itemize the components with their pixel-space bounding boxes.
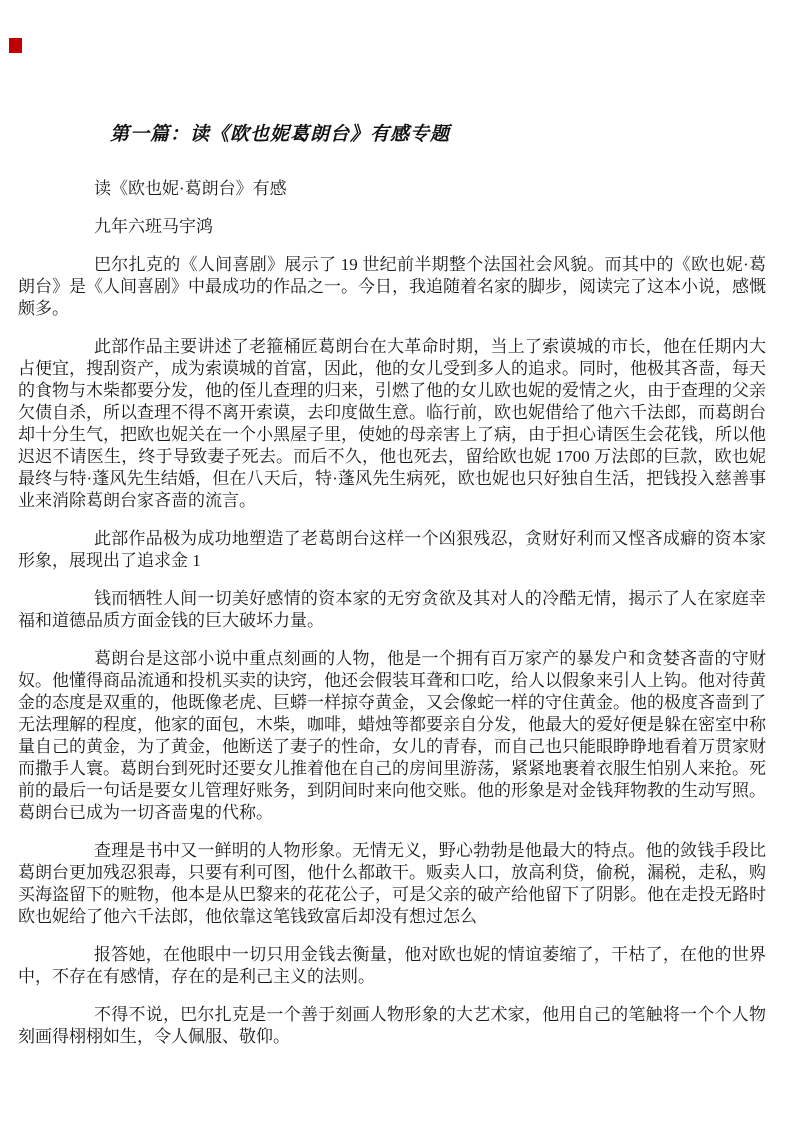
paragraph: 巴尔扎克的《人间喜剧》展示了 19 世纪前半期整个法国社会风貌。而其中的《欧也妮·葛朗台》是《人间喜剧》中最成功的作品之一。今日，我追随着名家的脚步，阅读完了这本小说，感慨颇多。 [18,255,766,318]
paragraph: 此部作品极为成功地塑造了老葛朗台这样一个凶狠残忍，贪财好利而又悭吝成癖的资本家形象，展现出了追求金 1 [18,529,766,570]
paragraph: 读《欧也妮·葛朗台》有感 [94,179,287,198]
paragraph: 查理是书中又一鲜明的人物形象。无情无义，野心勃勃是他最大的特点。他的敛钱手段比葛朗台更加残忍狠毒，只要有利可图，他什么都敢干。贩卖人口，放高利贷，偷税，漏税，走私，购买海盗留下的赃物，他本是从巴黎来的花花公子，可是父亲的破产给他留下了阴影。他在走投无路时欧也妮给了他六千法郎，他依靠这笔钱致富后却没有想过怎么 [18,841,766,926]
document-body [18,178,766,1048]
paragraph: 钱而牺牲人间一切美好感情的资本家的无穷贪欲及其对人的冷酷无情，揭示了人在家庭幸福和道德品质方面金钱的巨大破坏力量。 [18,589,766,630]
paragraph: 不得不说，巴尔扎克是一个善于刻画人物形象的大艺术家，他用自己的笔触将一个个人物刻画得栩栩如生，令人佩服、敬仰。 [18,1005,766,1046]
paragraph: 九年六班马宇鸿 [94,217,213,236]
paragraph: 葛朗台是这部小说中重点刻画的人物，他是一个拥有百万家产的暴发户和贪婪吝啬的守财奴。他懂得商品流通和投机买卖的诀窍，他还会假装耳聋和口吃，给人以假象来引人上钩。他对待黄金的态度是双重的，他既像老虎、巨蟒一样掠夺黄金，又会像蛇一样的守住黄金。他的极度吝啬到了无法理解的程度，他家的面包，木柴，咖啡，蜡烛等都要亲自分发，他最大的爱好便是躲在密室中称量自己的黄金，为了黄金，他断送了妻子的性命，女儿的青春，而自己也只能眼睁睁地看着万贯家财而撒手人寰。葛朗台到死时还要女儿推着他在自己的房间里游荡，紧紧地裹着衣服生怕别人来抢。死前的最后一句话是要女儿管理好账务，到阴间时来向他交账。他的形象是对金钱拜物教的生动写照。葛朗台已成为一切吝啬鬼的代称。 [18,649,766,822]
paragraph: 报答她，在他眼中一切只用金钱去衡量，他对欧也妮的情谊萎缩了，干枯了，在他的世界中，不存在有感情，存在的是利己主义的法则。 [18,945,766,986]
red-logo-mark-icon [9,38,22,53]
paragraph: 此部作品主要讲述了老箍桶匠葛朗台在大革命时期，当上了索谟城的市长，他在任期内大占便宜，搜刮资产，成为索谟城的首富，因此，他的女儿受到多人的追求。同时，他极其吝啬，每天的食物与木柴都要分发，他的侄儿查理的归来，引燃了他的女儿欧也妮的爱情之火，由于查理的父亲欠债自杀，所以查理不得不离开索谟，去印度做生意。临行前，欧也妮借给了他六千法郎，而葛朗台却十分生气，把欧也妮关在一个小黑屋子里，使她的母亲害上了病，由于担心请医生会花钱，所以他迟迟不请医生，终于导致妻子死去。而后不久，他也死去，留给欧也妮 1700 万法郎的巨款，欧也妮最终与特·蓬风先生结婚，但在八天后，特·蓬风先生病死，欧也妮也只好独自生活，把钱投入慈善事业来消除葛朗台家吝啬的流言。 [18,337,766,510]
page-title: 第一篇：读《欧也妮葛朗台》有感专题 [110,124,451,145]
